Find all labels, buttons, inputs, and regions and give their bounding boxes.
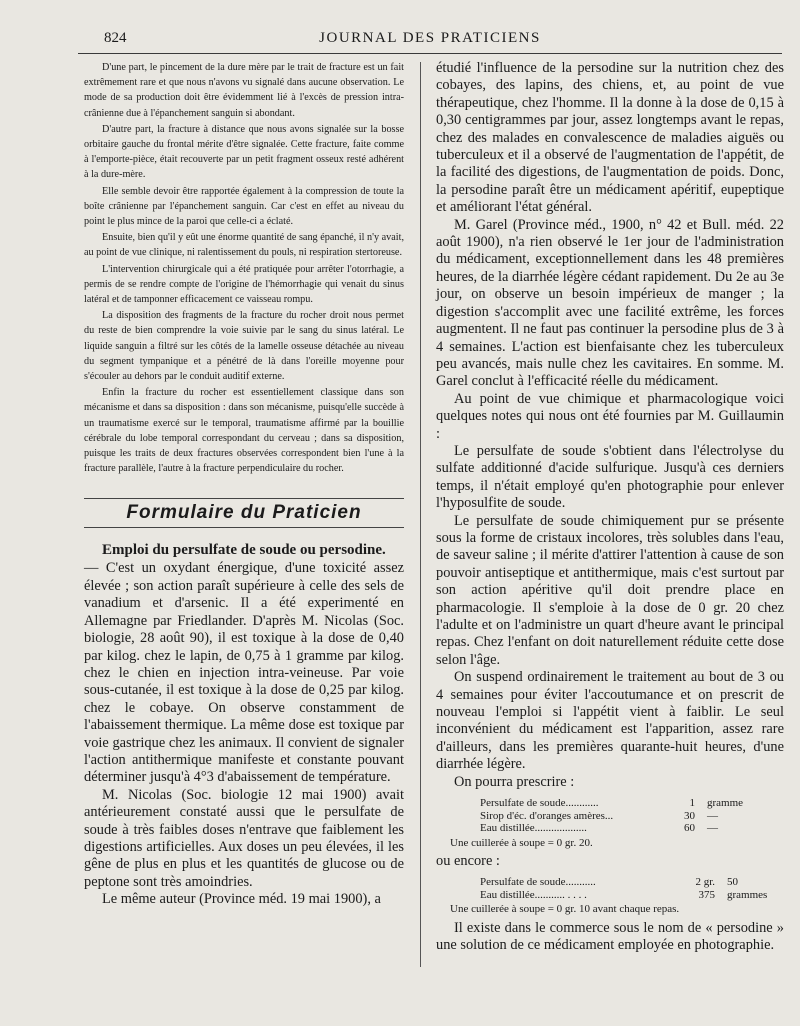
formula-note: Une cuillerée à soupe = 0 gr. 20. xyxy=(450,836,593,849)
ingredient-name: Eau distillée........... . . . . xyxy=(480,888,587,901)
section-banner: Formulaire du Praticien xyxy=(84,498,404,528)
paragraph: L'intervention chirurgicale qui a été pratiquée pour arrêter l'otorrhagie, a permis de se rendre compte de l'origine de l'hémorrhagie qui venait du sinus latéral et de tamponner efficacement ce vaisseau rompu. xyxy=(84,263,404,306)
paragraph: M. Garel (Province méd., 1900, n° 42 et Bull. méd. 22 août 1900), n'a rien observé le 1er jour de l'administration du médicament, exceptionnellement dans les 48 premières heures, de la diarrhée légère cédant rapidement. Du 2e au 3e jour, on observe un besoin impérieux de manger ; la digestion s'accomplit avec une facilité extrême, les forces augmentent. Il ne faut pas continuer la persodine plus de 3 à 4 semaines. L'action est bienfaisante chez les tuberculeux peu avancés, mais nulle chez les cavitaires. En somme. M. Garel conclut à l'efficacité réelle du médicament. xyxy=(436,216,784,390)
ingredient-qty: 30 xyxy=(684,809,695,822)
paragraph: étudié l'influence de la persodine sur la nutrition chez des cobayes, des lapins, des chiens, et, au point de vue thérapeutique, chez l'homme. Il la donne à la dose de 0,15 à 0,30 centigrammes par jour, assez longtemps avant le repas, chez des malades en convalescence de maladies aiguës ou tuberculeux et il a observé de l'augmentation de l'appétit, de la facilité des digestions, de l'augmentation de poids. Donc, la persodine paraît être un médicament apéritif, eupeptique et améliorant l'état général. xyxy=(436,60,784,216)
running-header xyxy=(78,30,782,52)
ingredient-unit: — xyxy=(707,809,718,822)
page-number: 824 xyxy=(104,30,127,46)
paragraph: Au point de vue chimique et pharmacologique voici quelques notes qui nous ont été fournies par M. Guillaumin : xyxy=(436,390,784,442)
formula-row xyxy=(480,876,784,889)
ingredient-unit: — xyxy=(707,822,718,835)
paragraph: Enfin la fracture du rocher est essentiellement classique dans son mécanisme et dans sa disposition : dans son mécanisme, puisqu'elle succède à un traumatisme exercé sur le temporal, traumatisme affirmé par la bouillie cérébrale du lobe temporal correspondant du cerveau ; dans sa disposition, puisque les traits de deux fractures observées correspondent bien l'une à la fracture parallèle, l'autre à la fracture perpendiculaire du rocher. xyxy=(84,387,404,475)
encore-label: ou encore : xyxy=(436,853,500,870)
paragraph: Elle semble devoir être rapportée également à la compression de toute la boîte crânienne par l'épanchement sanguin. Car c'est en effet au niveau du point le plus mince de la paroi que celle-ci a éclaté. xyxy=(84,185,404,228)
article-title: Emploi du persulfate de soude ou persodine. xyxy=(102,542,386,559)
journal-title: JOURNAL DES PRATICIENS xyxy=(319,30,541,46)
ingredient-name: Persulfate de soude........... xyxy=(480,876,596,889)
paragraph: Ensuite, bien qu'il y eût une énorme quantité de sang épanché, il n'y avait, au point de vue clinique, ni ralentissement du pouls, ni respiration stertoreuse. xyxy=(84,232,404,259)
ingredient-qty: 60 xyxy=(684,822,695,835)
article-paragraph: Le même auteur (Province méd. 19 mai 1900), a xyxy=(102,891,381,908)
formula-row xyxy=(480,797,784,810)
ingredient-name: Sirop d'éc. d'oranges amères... xyxy=(480,809,614,822)
closing-paragraph: Il existe dans le commerce sous le nom de « persodine » une solution de ce médicament employée en photographie. xyxy=(436,919,784,954)
formula-row xyxy=(480,889,784,902)
formula-2 xyxy=(480,876,784,901)
prescrire-label: On pourra prescrire : xyxy=(454,773,575,790)
header-rule xyxy=(78,53,782,54)
ingredient-qty: 2 gr. xyxy=(695,876,715,889)
article-paragraph: — C'est un oxydant énergique, d'une toxicité assez élevée ; son action paraît supérieure à celle des sels de vanadium et d'arsenic. Il a été experimenté en Allemagne par Friedlander. D'après M. Nicolas (Soc. biologie, 28 août 90), il est toxique à la dose de 0,40 par kilog. chez le lapin, de 0,75 à 1 gramme par kilog. chez le chien en injection intra-veineuse. Par voie sous-cutanée, il est toxique à la dose de 0,25 par kilog. chez le cobaye. On observe constamment de l'abaissement thermique. La même dose est toxique par voie gastrique chez les animaux. Il convient de signaler l'action antithermique manifeste et constante pouvant déterminer jusqu'à 4°3 d'abaissement de température. xyxy=(84,560,404,786)
paragraph: Le persulfate de soude s'obtient dans l'électrolyse du sulfate additionné d'acide sulfurique. Jusqu'à ces derniers temps, il n'était employé qu'en photographie pour enlever l'hyposulfite de soude. xyxy=(436,442,784,512)
column-divider xyxy=(420,62,421,967)
formula-1 xyxy=(480,797,784,835)
ingredient-name: Eau distillée................... xyxy=(480,822,587,835)
paragraph: D'une part, le pincement de la dure mère par le trait de fracture est un fait extrêmement rare et que nous n'avons vu signalé dans aucune observation. Le mode de sa production doit être évidemment lié à l'excès de pression intra-crânienne due à l'épanchement sanguin si abondant. xyxy=(84,62,404,119)
ingredient-unit: grammes xyxy=(727,888,768,901)
ingredient-qty: 375 xyxy=(698,888,715,901)
paragraph: On suspend ordinairement le traitement au bout de 3 ou 4 semaines pour éviter l'accoutumance et on prescrit de nouveau l'emploi si l'appétit vient à faiblir. Le seul inconvénient du médicament est l'apparition, assez rare d'ailleurs, dans les premières quarante-huit heures, d'une diarrhée légère. xyxy=(436,669,784,773)
right-column xyxy=(436,60,784,955)
left-column xyxy=(84,60,404,909)
ingredient-name: Persulfate de soude............ xyxy=(480,797,599,810)
paragraph: D'autre part, la fracture à distance que nous avons signalée sur la bosse orbitaire gauche du frontal mérite d'être signalée. Cette fracture, faite comme à l'emporte-pièce, était recouverte par un petit fragment osseux resté adhérent à la dure-mère. xyxy=(84,123,404,181)
paragraph: La disposition des fragments de la fracture du rocher droit nous permet du reste de bien comprendre la voie suivie par le sang du sinus latéral. Le liquide sanguin a filtré sur les côtés de la lamelle osseuse détachée au niveau du segment tympanique et a pénétré de là dans l'oreille moyenne pour s'écouler au dehors par le conduit auditif externe. xyxy=(84,310,404,383)
paragraph: Le persulfate de soude chimiquement pur se présente sous la forme de cristaux incolores, très solubles dans l'eau, de saveur saline ; il mérite d'attirer l'attention à cause de son pouvoir antiseptique et antithermique, mais c'est surtout par son action apéritive qu'il doit prendre place en pharmacologie. Il s'emploie à la dose de 0 gr. 20 chez l'adulte et on l'administre un quart d'heure avant le principal repas. Chez l'enfant on doit naturellement réduite cette dose selon l'âge. xyxy=(436,512,784,668)
ingredient-unit: 50 xyxy=(727,876,738,889)
formula-row xyxy=(480,810,784,823)
ingredient-unit: gramme xyxy=(707,797,744,810)
ingredient-qty: 1 xyxy=(689,797,695,810)
article-paragraph: M. Nicolas (Soc. biologie 12 mai 1900) avait antérieurement constaté aussi que le persulfate de soude à très faibles doses n'entrave que faiblement les digestions artificielles. Aux doses un peu élevées, il les gêne de plus en plus et les quantités de glucose ou de peptone sont très amoindries. xyxy=(84,786,404,890)
formula-note: Une cuillerée à soupe = 0 gr. 10 avant chaque repas. xyxy=(450,903,680,916)
formula-row xyxy=(480,822,784,835)
